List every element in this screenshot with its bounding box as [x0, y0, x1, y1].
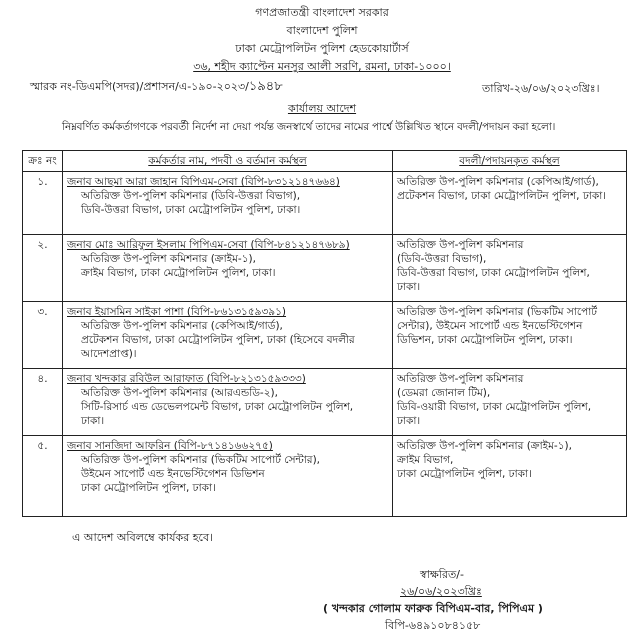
row-current — [63, 302, 393, 369]
signature-bp: বিপি-৬৪৯১০৮৪১৫৮ — [385, 619, 481, 632]
new-line: ডিবি-উত্তরা বিভাগ, ঢাকা মেট্রোপলিটন পুলিশ, — [397, 267, 590, 279]
new-line: অতিরিক্ত উপ-পুলিশ কমিশনার — [397, 373, 524, 385]
header-new-post: বদলী/পদায়নকৃত কর্মস্থল — [393, 151, 627, 172]
table-row — [23, 369, 627, 436]
memo-reference — [30, 80, 283, 94]
row-serial: ৪. — [23, 369, 63, 436]
current-line: ক্রাইম বিভাগ, ঢাকা মেট্রোপলিটন পুলিশ, ঢাকা। — [81, 267, 276, 279]
intro-text: নিম্নবর্ণিত কর্মকর্তাগণকে পরবর্তী নির্দেশ না দেয়া পর্যন্ত জনস্বার্থে তাদের নামের পার্শ্বে উল্লিখিত স্থানে বদলী/পদায়ন করা হলো। — [62, 121, 556, 133]
table-header-row — [23, 151, 627, 172]
signature-date: ২৬/০৬/২০২৩খ্রিঃ — [400, 585, 482, 598]
new-line: ঢাকা। — [397, 415, 421, 427]
current-line: অতিরিক্ত উপ-পুলিশ কমিশনার (ডিবি-উত্তরা বিভাগ), — [81, 190, 301, 202]
new-line: ডিবি-ওয়ারী বিভাগ, ঢাকা মেট্রোপলিটন পুলিশ, — [397, 401, 592, 413]
transfer-table — [22, 150, 627, 517]
table-row — [23, 436, 627, 517]
current-line: অতিরিক্ত উপ-পুলিশ কমিশনার (আরএন্ডডি-২), — [81, 387, 278, 399]
row-new — [393, 436, 627, 517]
memo-date: তারিখ-২৬/০৬/২০২৩খ্রিঃ। — [482, 82, 600, 95]
current-line: অতিরিক্ত উপ-পুলিশ কমিশনার (ভিকটিম সাপোর্ট সেন্টার), — [81, 454, 321, 466]
memo-ref-number: ১৯৪৮ — [248, 79, 283, 94]
row-new — [393, 235, 627, 302]
row-serial: ৩. — [23, 302, 63, 369]
current-line: ঢাকা মেট্রোপলিটন পুলিশ, ঢাকা। — [81, 482, 216, 494]
new-line: অতিরিক্ত উপ-পুলিশ কমিশনার (ভিকটিম সাপোর্ট — [397, 306, 597, 318]
signature-name: ( খন্দকার গোলাম ফারুক বিপিএম-বার, পিপিএম ) — [323, 602, 543, 615]
current-line: অতিরিক্ত উপ-পুলিশ কমিশনার (ক্রাইম-১), — [81, 253, 256, 265]
officer-name: জনাব খন্দকার রবিউল আরাফাত (বিপি-৮২১৩১৫৯৩৩৩) — [67, 373, 306, 385]
row-current — [63, 436, 393, 517]
row-new — [393, 302, 627, 369]
row-current — [63, 172, 393, 235]
header-dmp: ঢাকা মেট্রোপলিটন পুলিশ হেডকোয়ার্টার্স — [235, 42, 409, 55]
office-order-title: কার্যালয় আদেশ — [287, 102, 357, 115]
table-row — [23, 302, 627, 369]
new-line: ঢাকা। — [397, 281, 421, 293]
row-serial: ৫. — [23, 436, 63, 517]
current-line: সিটি-রিসার্চ এন্ড ডেভেলপমেন্ট বিভাগ, ঢাকা মেট্রোপলিটন পুলিশ, — [81, 401, 354, 413]
new-line: ঢাকা মেট্রোপলিটন পুলিশ, ঢাকা। — [397, 468, 532, 480]
new-line: সেন্টার), উইমেন সাপোর্ট এন্ড ইনভেস্টিগেশন — [397, 320, 583, 332]
row-new — [393, 369, 627, 436]
new-line: অতিরিক্ত উপ-পুলিশ কমিশনার — [397, 239, 524, 251]
officer-name: জনাব মোঃ আরিফুল ইসলাম পিপিএম-সেবা (বিপি-৮৪১২১৪৭৬৮৯) — [67, 239, 350, 251]
current-line: ঢাকা। — [81, 415, 105, 427]
new-line: অতিরিক্ত উপ-পুলিশ কমিশনার (ক্রাইম-১), — [397, 440, 572, 452]
new-line: ক্রাইম বিভাগ, — [397, 454, 454, 466]
memo-ref-prefix: স্মারক নং-ডিএমপি(সদর)/প্রশাসন/এ-১৯০-২০২৩/ — [30, 80, 249, 93]
officer-name: জনাব সানজিদা আফরিন (বিপি-৮৭১৪১৬৬২৭৫) — [67, 440, 273, 452]
current-line: প্রটেকশন বিভাগ, ঢাকা মেট্রোপলিটন পুলিশ, ঢাকা (হিসেবে বদলীর — [81, 334, 355, 346]
officer-name: জনাব ইয়াসমিন সাইকা পাশা (বিপি-৮৬১৩১৫৯৩৯১) — [67, 306, 287, 318]
table-row — [23, 172, 627, 235]
new-line: (ডেমরা জোনাল টিম), — [397, 387, 491, 399]
signature-signed: স্বাক্ষরিত/- — [420, 568, 464, 581]
closing-text: এ আদেশ অবিলম্বে কার্যকর হবে। — [72, 531, 214, 544]
row-current — [63, 235, 393, 302]
header-government: গণপ্রজাতন্ত্রী বাংলাদেশ সরকার — [255, 6, 389, 19]
current-line: উইমেন সাপোর্ট এন্ড ইনভেস্টিগেশন ডিভিশন — [81, 468, 265, 480]
new-line: অতিরিক্ত উপ-পুলিশ কমিশনার (কেপিআই/গার্ড), — [397, 176, 599, 188]
new-line: (ডিবি-উত্তরা বিভাগ), — [397, 253, 487, 265]
current-line: ডিবি-উত্তরা বিভাগ, ঢাকা মেট্রোপলিটন পুলিশ, ঢাকা। — [81, 204, 301, 216]
row-serial: ১. — [23, 172, 63, 235]
table-row — [23, 235, 627, 302]
current-line: আদেশপ্রাপ্ত)। — [81, 348, 137, 360]
header-address: ৩৬, শহীদ ক্যাপ্টেন মনসুর আলী সরণি, রমনা, ঢাকা-১০০০। — [193, 60, 451, 73]
header-serial: ক্রঃ নং — [23, 151, 63, 172]
new-line: ডিভিশন, ঢাকা মেট্রোপলিটন পুলিশ, ঢাকা। — [397, 334, 573, 346]
current-line: অতিরিক্ত উপ-পুলিশ কমিশনার (কেপিআই/গার্ড), — [81, 320, 283, 332]
row-serial: ২. — [23, 235, 63, 302]
officer-name: জনাব আছমা আরা জাহান বিপিএম-সেবা (বিপি-৮৩১২১৪৭৬৬৪) — [67, 176, 340, 188]
new-line: প্রটেকশন বিভাগ, ঢাকা মেট্রোপলিটন পুলিশ, ঢাকা। — [397, 190, 606, 202]
row-current — [63, 369, 393, 436]
row-new — [393, 172, 627, 235]
header-current-post: কর্মকর্তার নাম, পদবী ও বর্তমান কর্মস্থল — [63, 151, 393, 172]
header-police: বাংলাদেশ পুলিশ — [286, 24, 358, 37]
